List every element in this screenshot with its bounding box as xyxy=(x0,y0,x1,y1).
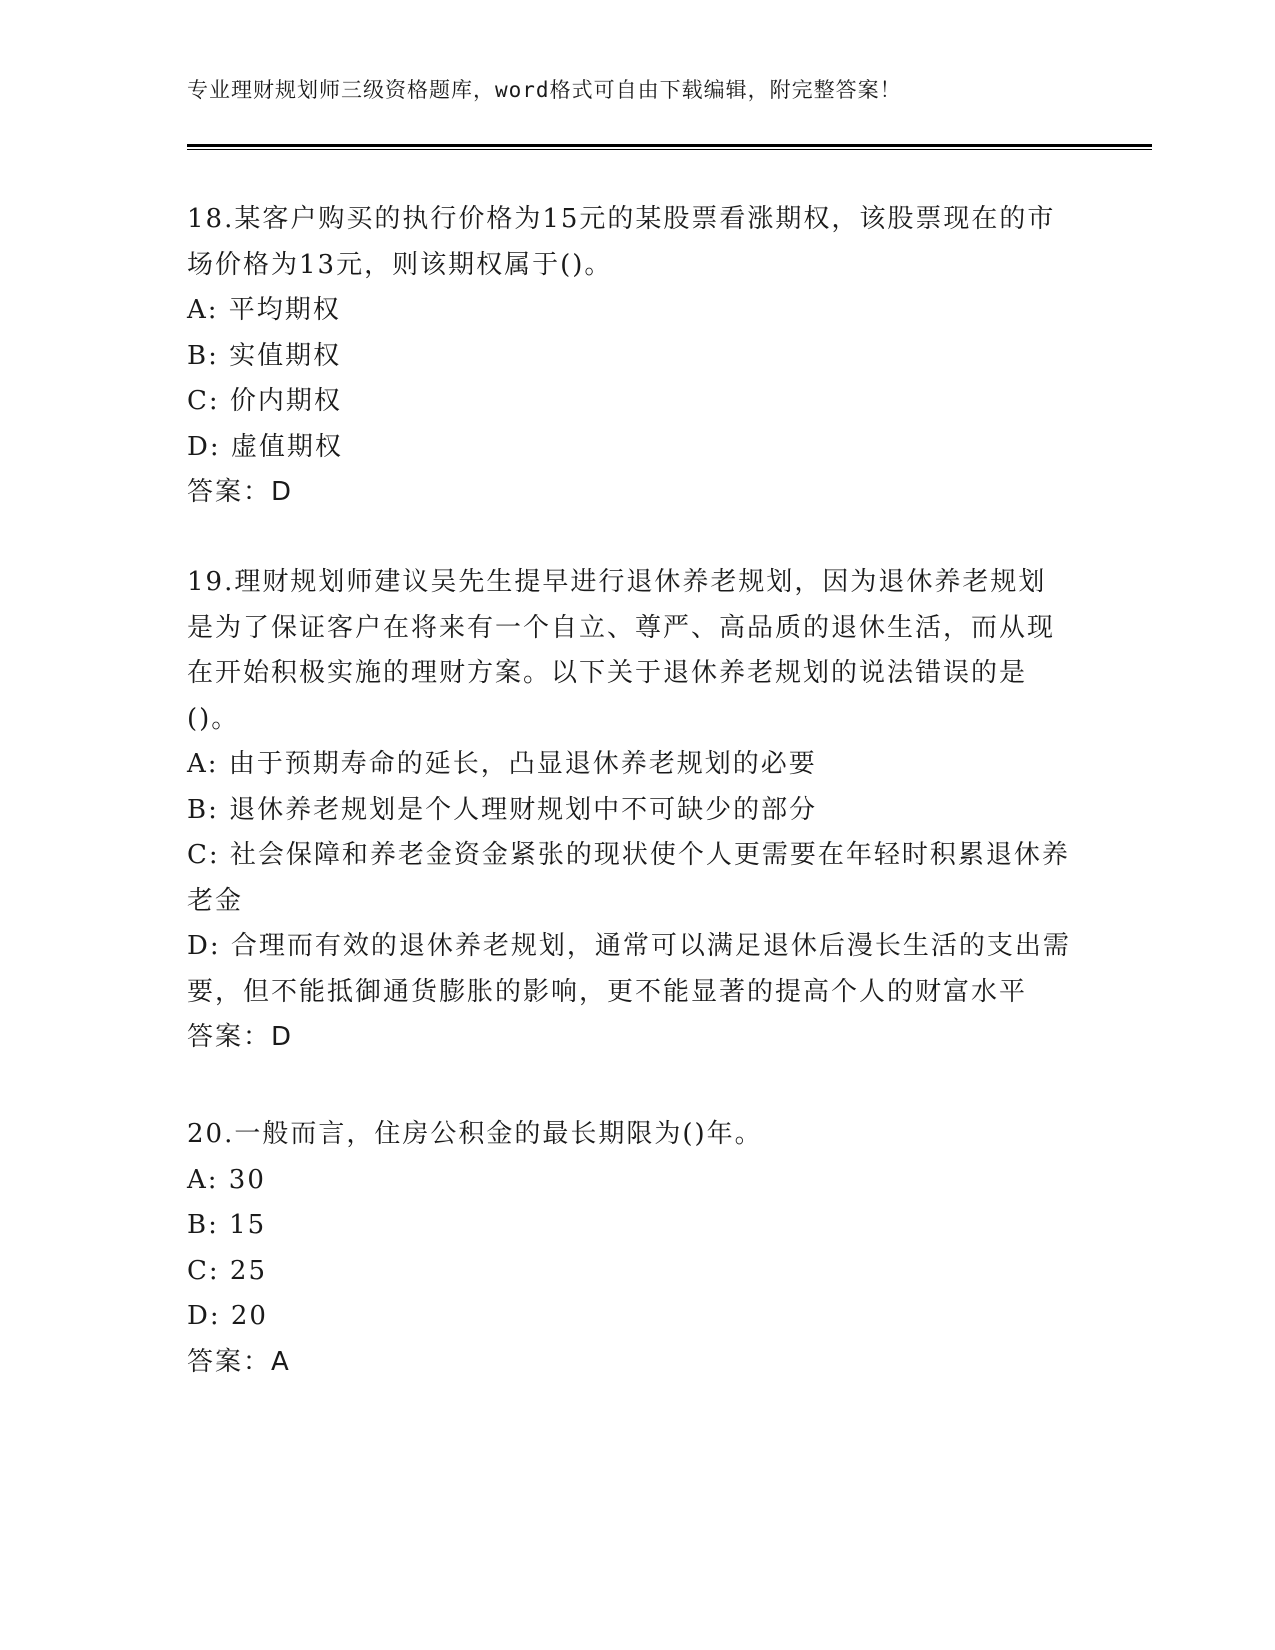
option-c: C: 社会保障和养老金资金紧张的现状使个人更需要在年轻时积累退休养老金 xyxy=(187,840,1070,916)
option-b: B: 退休养老规划是个人理财规划中不可缺少的部分 xyxy=(187,794,818,825)
question-19 xyxy=(187,560,1072,1061)
header-divider xyxy=(187,144,1152,150)
option-b: B: 实值期权 xyxy=(187,340,342,371)
option-d: D: 20 xyxy=(187,1301,268,1331)
question-stem: 18.某客户购买的执行价格为15元的某股票看涨期权，该股票现在的市场价格为13元，则该期权属于()。 xyxy=(187,204,1056,280)
option-b: B: 15 xyxy=(187,1210,267,1240)
answer: 答案：D xyxy=(187,477,294,507)
question-18 xyxy=(187,197,1072,516)
option-d: D: 虚值期权 xyxy=(187,431,343,462)
option-a: A: 由于预期寿命的延长，凸显退休养老规划的必要 xyxy=(187,749,817,779)
option-d: D: 合理而有效的退休养老规划，通常可以满足退休后漫长生活的支出需要，但不能抵御通货膨胀的影响，更不能显著的提高个人的财富水平 xyxy=(187,931,1071,1007)
option-a: A: 30 xyxy=(187,1164,266,1195)
question-20 xyxy=(187,1112,1072,1385)
option-c: C: 价内期权 xyxy=(187,386,342,416)
answer: 答案：D xyxy=(187,1022,294,1052)
document-header: 专业理财规划师三级资格题库，word格式可自由下载编辑，附完整答案！ xyxy=(187,78,902,102)
question-stem: 20.一般而言，住房公积金的最长期限为()年。 xyxy=(187,1119,763,1149)
option-c: C: 25 xyxy=(187,1255,268,1286)
question-stem: 19.理财规划师建议吴先生提早进行退休养老规划，因为退休养老规划是为了保证客户在将来有一个自立、尊严、高品质的退休生活，而从现在开始积极实施的理财方案。以下关于退休养老规划的说法错误的是()。 xyxy=(187,567,1056,734)
option-a: A: 平均期权 xyxy=(187,295,341,325)
answer: 答案：A xyxy=(187,1346,291,1377)
